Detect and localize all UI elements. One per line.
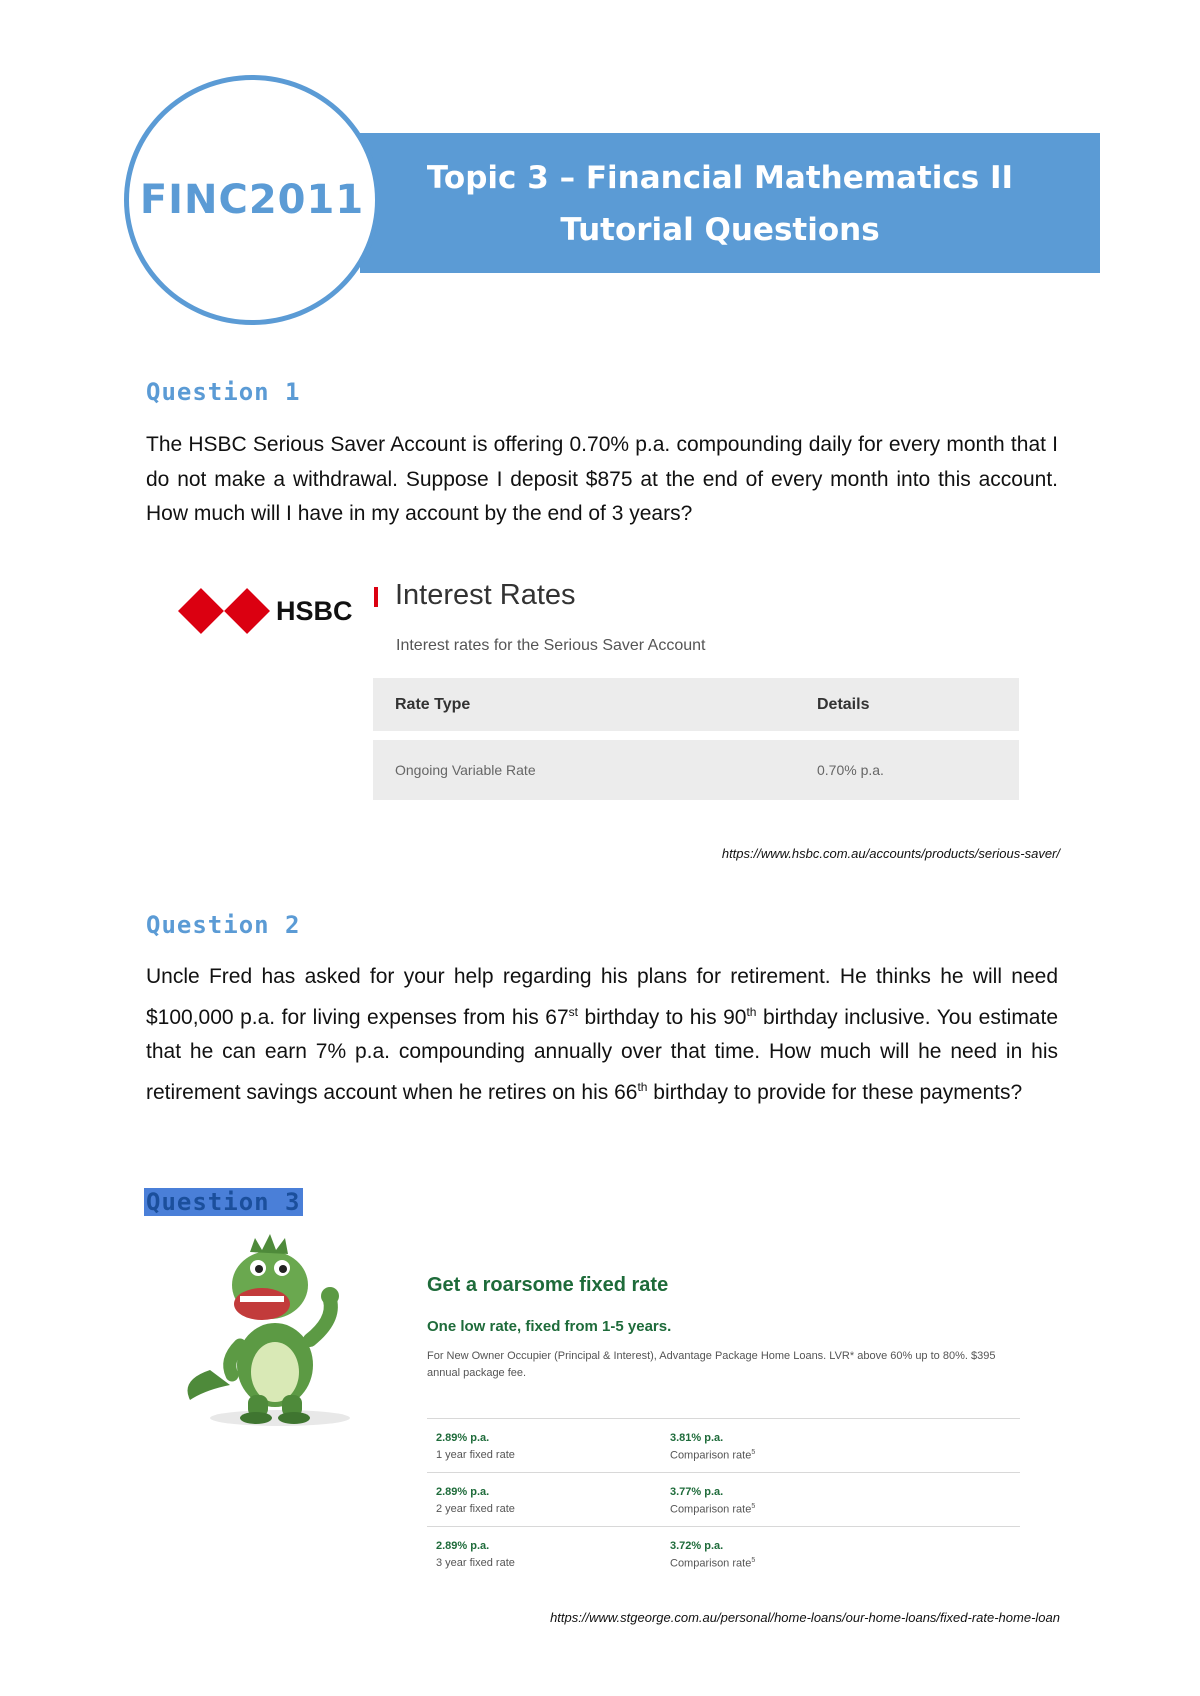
q2-text-part: Uncle Fred has asked for your help regarding his plans for retirement. He thinks he will need $100,000 p.a. for living expenses from his 67 <box>146 965 1058 1029</box>
page-title <box>360 152 1080 256</box>
comparison-rate-value: 3.72% p.a. <box>670 1540 724 1552</box>
q2-text-part: birthday to his 90 <box>577 1005 747 1029</box>
offer-note: For New Owner Occupier (Principal & Interest), Advantage Package Home Loans. LVR* above 60% up to 80%. $395 annual package fee. <box>427 1350 996 1379</box>
fixed-rate-label: 3 year fixed rate <box>436 1557 515 1569</box>
q2-superscript: th <box>746 1004 757 1019</box>
q2-text-part: birthday inclusive. You estimate that he can earn 7% p.a. compounding annually over that time. How much will he need in his retirement savings account when he retires on his 66 <box>146 1005 1059 1104</box>
comparison-label-text: Comparison rate <box>670 1557 752 1570</box>
q2-text-part: birthday to provide for these payments? <box>647 1080 1023 1104</box>
comparison-label-text: Comparison rate <box>670 1449 752 1462</box>
footnote-marker: 5 <box>751 1449 756 1456</box>
q2-superscript: st <box>568 1004 578 1019</box>
question-3-heading[interactable]: Question 3 <box>146 1188 301 1216</box>
comparison-rate-value: 3.77% p.a. <box>670 1486 724 1498</box>
interest-rates-title: Interest Rates <box>395 579 576 611</box>
fixed-rate-label: 2 year fixed rate <box>436 1503 515 1515</box>
fixed-rate-label: 1 year fixed rate <box>436 1449 515 1461</box>
hsbc-logo-text: HSBC <box>276 596 353 626</box>
interest-rates-subtitle: Interest rates for the Serious Saver Account <box>396 637 706 654</box>
offer-title: Get a roarsome fixed rate <box>427 1274 669 1296</box>
dragon-mascot-icon <box>170 1230 380 1430</box>
question-2-text <box>146 960 1058 1110</box>
divider <box>427 1418 1020 1419</box>
comparison-rate-label <box>670 1503 755 1516</box>
question-2-heading: Question 2 <box>146 911 301 939</box>
comparison-rate-label <box>670 1557 755 1570</box>
comparison-rate-value: 3.81% p.a. <box>670 1432 724 1444</box>
footnote-marker: 5 <box>751 1557 756 1564</box>
hsbc-logo-icon <box>178 588 270 634</box>
interest-rates-table <box>373 678 1019 800</box>
fixed-rate-value: 2.89% p.a. <box>436 1432 490 1444</box>
question-1-heading: Question 1 <box>146 378 301 406</box>
header-details: Details <box>817 695 870 713</box>
rate-type-cell: Ongoing Variable Rate <box>395 762 536 778</box>
comparison-rate-label <box>670 1449 755 1462</box>
rate-details-cell: 0.70% p.a. <box>817 762 884 778</box>
question-1-text: The HSBC Serious Saver Account is offering 0.70% p.a. compounding daily for every month that I do not make a withdrawal. Suppose I deposit $875 at the end of every month into this account. How much will I have in my account by the end of 3 years? <box>146 433 1058 525</box>
offer-subtitle: One low rate, fixed from 1-5 years. <box>427 1318 672 1335</box>
table-header-row <box>373 678 1019 731</box>
fixed-rate-value: 2.89% p.a. <box>436 1540 490 1552</box>
rate-row <box>427 1536 1020 1580</box>
table-row <box>373 740 1019 800</box>
fixed-rate-value: 2.89% p.a. <box>436 1486 490 1498</box>
comparison-label-text: Comparison rate <box>670 1503 752 1516</box>
header-rate-type: Rate Type <box>395 695 471 713</box>
course-code: FINC2011 <box>139 177 365 223</box>
hsbc-source-link[interactable]: https://www.hsbc.com.au/accounts/products/serious-saver/ <box>721 846 1060 861</box>
footnote-marker: 5 <box>751 1503 756 1510</box>
q2-superscript: th <box>637 1079 648 1094</box>
rate-row <box>427 1428 1020 1472</box>
divider <box>427 1472 1020 1473</box>
divider <box>427 1526 1020 1527</box>
section-marker <box>374 587 378 607</box>
title-line-2: Tutorial Questions <box>560 212 880 248</box>
stgeorge-source-link[interactable]: https://www.stgeorge.com.au/personal/home-loans/our-home-loans/fixed-rate-home-loan <box>550 1610 1060 1625</box>
rate-row <box>427 1482 1020 1526</box>
title-line-1: Topic 3 – Financial Mathematics II <box>426 160 1014 196</box>
